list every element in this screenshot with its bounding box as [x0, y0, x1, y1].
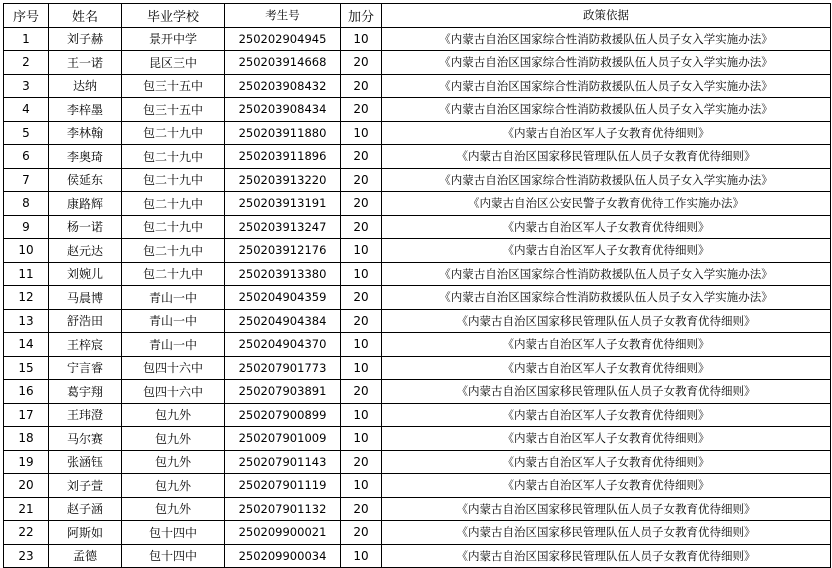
cell-bonus: 20	[341, 286, 382, 310]
cell-exam-id: 250202904945	[225, 27, 341, 51]
cell-bonus: 20	[341, 98, 382, 122]
cell-bonus: 10	[341, 239, 382, 263]
cell-no: 3	[4, 74, 49, 98]
cell-exam-id: 250203911880	[225, 121, 341, 145]
cell-name: 李林翰	[49, 121, 122, 145]
cell-school: 包九外	[122, 450, 225, 474]
cell-school: 青山一中	[122, 333, 225, 357]
header-exam-id: 考生号	[225, 4, 341, 28]
cell-no: 21	[4, 497, 49, 521]
cell-no: 23	[4, 544, 49, 568]
table-row	[4, 309, 831, 333]
cell-policy: 《内蒙古自治区军人子女教育优待细则》	[382, 333, 831, 357]
cell-school: 青山一中	[122, 286, 225, 310]
table-row	[4, 74, 831, 98]
cell-policy: 《内蒙古自治区军人子女教育优待细则》	[382, 215, 831, 239]
cell-bonus: 20	[341, 168, 382, 192]
table-row	[4, 474, 831, 498]
cell-school: 昆区三中	[122, 51, 225, 75]
table-row	[4, 427, 831, 451]
cell-bonus: 20	[341, 521, 382, 545]
cell-bonus: 20	[341, 51, 382, 75]
cell-policy: 《内蒙古自治区军人子女教育优待细则》	[382, 450, 831, 474]
table-row	[4, 333, 831, 357]
cell-policy: 《内蒙古自治区国家综合性消防救援队伍人员子女入学实施办法》	[382, 27, 831, 51]
cell-policy: 《内蒙古自治区公安民警子女教育优待工作实施办法》	[382, 192, 831, 216]
cell-no: 8	[4, 192, 49, 216]
cell-school: 包二十九中	[122, 215, 225, 239]
table-row	[4, 521, 831, 545]
cell-bonus: 10	[341, 474, 382, 498]
cell-school: 包二十九中	[122, 192, 225, 216]
table-body	[4, 27, 831, 568]
cell-policy: 《内蒙古自治区国家移民管理队伍人员子女教育优待细则》	[382, 309, 831, 333]
cell-exam-id: 250207903891	[225, 380, 341, 404]
cell-policy: 《内蒙古自治区军人子女教育优待细则》	[382, 474, 831, 498]
cell-exam-id: 250204904370	[225, 333, 341, 357]
cell-name: 王玮澄	[49, 403, 122, 427]
cell-exam-id: 250204904384	[225, 309, 341, 333]
cell-policy: 《内蒙古自治区国家移民管理队伍人员子女教育优待细则》	[382, 521, 831, 545]
cell-name: 舒浩田	[49, 309, 122, 333]
header-row	[4, 4, 831, 28]
cell-bonus: 10	[341, 544, 382, 568]
cell-bonus: 20	[341, 192, 382, 216]
table-row	[4, 262, 831, 286]
cell-exam-id: 250209900021	[225, 521, 341, 545]
cell-school: 包九外	[122, 403, 225, 427]
cell-no: 9	[4, 215, 49, 239]
cell-no: 1	[4, 27, 49, 51]
cell-name: 马尔赛	[49, 427, 122, 451]
cell-school: 包九外	[122, 497, 225, 521]
table-row	[4, 98, 831, 122]
cell-name: 刘子赫	[49, 27, 122, 51]
cell-school: 包四十六中	[122, 380, 225, 404]
cell-exam-id: 250207900899	[225, 403, 341, 427]
cell-exam-id: 250209900034	[225, 544, 341, 568]
cell-no: 19	[4, 450, 49, 474]
table-row	[4, 145, 831, 169]
cell-policy: 《内蒙古自治区国家综合性消防救援队伍人员子女入学实施办法》	[382, 98, 831, 122]
cell-school: 包二十九中	[122, 262, 225, 286]
cell-name: 宁言睿	[49, 356, 122, 380]
cell-school: 青山一中	[122, 309, 225, 333]
cell-school: 景开中学	[122, 27, 225, 51]
cell-name: 孟德	[49, 544, 122, 568]
table-row	[4, 192, 831, 216]
cell-school: 包二十九中	[122, 239, 225, 263]
cell-policy: 《内蒙古自治区军人子女教育优待细则》	[382, 356, 831, 380]
cell-name: 马晨博	[49, 286, 122, 310]
cell-no: 5	[4, 121, 49, 145]
cell-exam-id: 250207901773	[225, 356, 341, 380]
cell-no: 12	[4, 286, 49, 310]
cell-name: 侯延东	[49, 168, 122, 192]
cell-name: 达纳	[49, 74, 122, 98]
cell-policy: 《内蒙古自治区国家移民管理队伍人员子女教育优待细则》	[382, 145, 831, 169]
cell-no: 16	[4, 380, 49, 404]
table-row	[4, 497, 831, 521]
table-row	[4, 121, 831, 145]
cell-policy: 《内蒙古自治区国家综合性消防救援队伍人员子女入学实施办法》	[382, 286, 831, 310]
cell-name: 李梓墨	[49, 98, 122, 122]
cell-name: 张涵钰	[49, 450, 122, 474]
cell-exam-id: 250207901119	[225, 474, 341, 498]
cell-school: 包四十六中	[122, 356, 225, 380]
table-row	[4, 168, 831, 192]
cell-school: 包九外	[122, 474, 225, 498]
cell-exam-id: 250207901009	[225, 427, 341, 451]
table-header	[4, 4, 831, 28]
cell-bonus: 10	[341, 403, 382, 427]
cell-school: 包十四中	[122, 521, 225, 545]
cell-school: 包二十九中	[122, 168, 225, 192]
cell-policy: 《内蒙古自治区国家综合性消防救援队伍人员子女入学实施办法》	[382, 74, 831, 98]
header-bonus: 加分	[341, 4, 382, 28]
cell-name: 葛宇翔	[49, 380, 122, 404]
cell-bonus: 20	[341, 309, 382, 333]
cell-no: 13	[4, 309, 49, 333]
cell-policy: 《内蒙古自治区军人子女教育优待细则》	[382, 403, 831, 427]
cell-no: 7	[4, 168, 49, 192]
cell-no: 18	[4, 427, 49, 451]
cell-policy: 《内蒙古自治区国家移民管理队伍人员子女教育优待细则》	[382, 497, 831, 521]
cell-policy: 《内蒙古自治区军人子女教育优待细则》	[382, 239, 831, 263]
cell-bonus: 10	[341, 427, 382, 451]
cell-exam-id: 250203911896	[225, 145, 341, 169]
table-row	[4, 239, 831, 263]
cell-policy: 《内蒙古自治区国家移民管理队伍人员子女教育优待细则》	[382, 380, 831, 404]
header-name: 姓名	[49, 4, 122, 28]
cell-exam-id: 250203913191	[225, 192, 341, 216]
cell-exam-id: 250203908434	[225, 98, 341, 122]
table-row	[4, 27, 831, 51]
cell-bonus: 20	[341, 497, 382, 521]
cell-name: 阿斯如	[49, 521, 122, 545]
cell-no: 14	[4, 333, 49, 357]
cell-bonus: 10	[341, 333, 382, 357]
header-school: 毕业学校	[122, 4, 225, 28]
cell-name: 杨一诺	[49, 215, 122, 239]
table-row	[4, 356, 831, 380]
cell-bonus: 10	[341, 121, 382, 145]
cell-school: 包二十九中	[122, 121, 225, 145]
cell-exam-id: 250207901143	[225, 450, 341, 474]
cell-no: 15	[4, 356, 49, 380]
cell-school: 包九外	[122, 427, 225, 451]
cell-policy: 《内蒙古自治区国家移民管理队伍人员子女教育优待细则》	[382, 544, 831, 568]
header-no: 序号	[4, 4, 49, 28]
cell-policy: 《内蒙古自治区国家综合性消防救援队伍人员子女入学实施办法》	[382, 262, 831, 286]
cell-bonus: 10	[341, 356, 382, 380]
table-row	[4, 450, 831, 474]
header-policy: 政策依据	[382, 4, 831, 28]
cell-no: 6	[4, 145, 49, 169]
cell-name: 刘子萱	[49, 474, 122, 498]
cell-exam-id: 250203913220	[225, 168, 341, 192]
table-row	[4, 51, 831, 75]
table-row	[4, 403, 831, 427]
cell-exam-id: 250204904359	[225, 286, 341, 310]
cell-bonus: 20	[341, 145, 382, 169]
cell-exam-id: 250203914668	[225, 51, 341, 75]
bonus-points-table-container	[3, 3, 831, 568]
cell-bonus: 20	[341, 215, 382, 239]
cell-name: 王梓宸	[49, 333, 122, 357]
cell-bonus: 20	[341, 450, 382, 474]
cell-exam-id: 250203908432	[225, 74, 341, 98]
cell-name: 康路辉	[49, 192, 122, 216]
cell-no: 11	[4, 262, 49, 286]
cell-policy: 《内蒙古自治区军人子女教育优待细则》	[382, 427, 831, 451]
cell-school: 包二十九中	[122, 145, 225, 169]
cell-school: 包三十五中	[122, 74, 225, 98]
cell-bonus: 20	[341, 74, 382, 98]
cell-exam-id: 250203913247	[225, 215, 341, 239]
cell-no: 10	[4, 239, 49, 263]
cell-school: 包三十五中	[122, 98, 225, 122]
cell-policy: 《内蒙古自治区军人子女教育优待细则》	[382, 121, 831, 145]
cell-exam-id: 250203912176	[225, 239, 341, 263]
table-row	[4, 215, 831, 239]
table-row	[4, 380, 831, 404]
cell-exam-id: 250203913380	[225, 262, 341, 286]
cell-name: 李奥琦	[49, 145, 122, 169]
cell-bonus: 20	[341, 380, 382, 404]
cell-no: 2	[4, 51, 49, 75]
cell-no: 22	[4, 521, 49, 545]
table-row	[4, 544, 831, 568]
cell-bonus: 10	[341, 262, 382, 286]
cell-policy: 《内蒙古自治区国家综合性消防救援队伍人员子女入学实施办法》	[382, 168, 831, 192]
cell-school: 包十四中	[122, 544, 225, 568]
cell-name: 赵元达	[49, 239, 122, 263]
table-row	[4, 286, 831, 310]
cell-exam-id: 250207901132	[225, 497, 341, 521]
cell-name: 赵子涵	[49, 497, 122, 521]
cell-name: 王一诺	[49, 51, 122, 75]
cell-name: 刘婉儿	[49, 262, 122, 286]
bonus-points-table	[3, 3, 831, 568]
cell-no: 20	[4, 474, 49, 498]
cell-policy: 《内蒙古自治区国家综合性消防救援队伍人员子女入学实施办法》	[382, 51, 831, 75]
cell-bonus: 10	[341, 27, 382, 51]
cell-no: 4	[4, 98, 49, 122]
cell-no: 17	[4, 403, 49, 427]
